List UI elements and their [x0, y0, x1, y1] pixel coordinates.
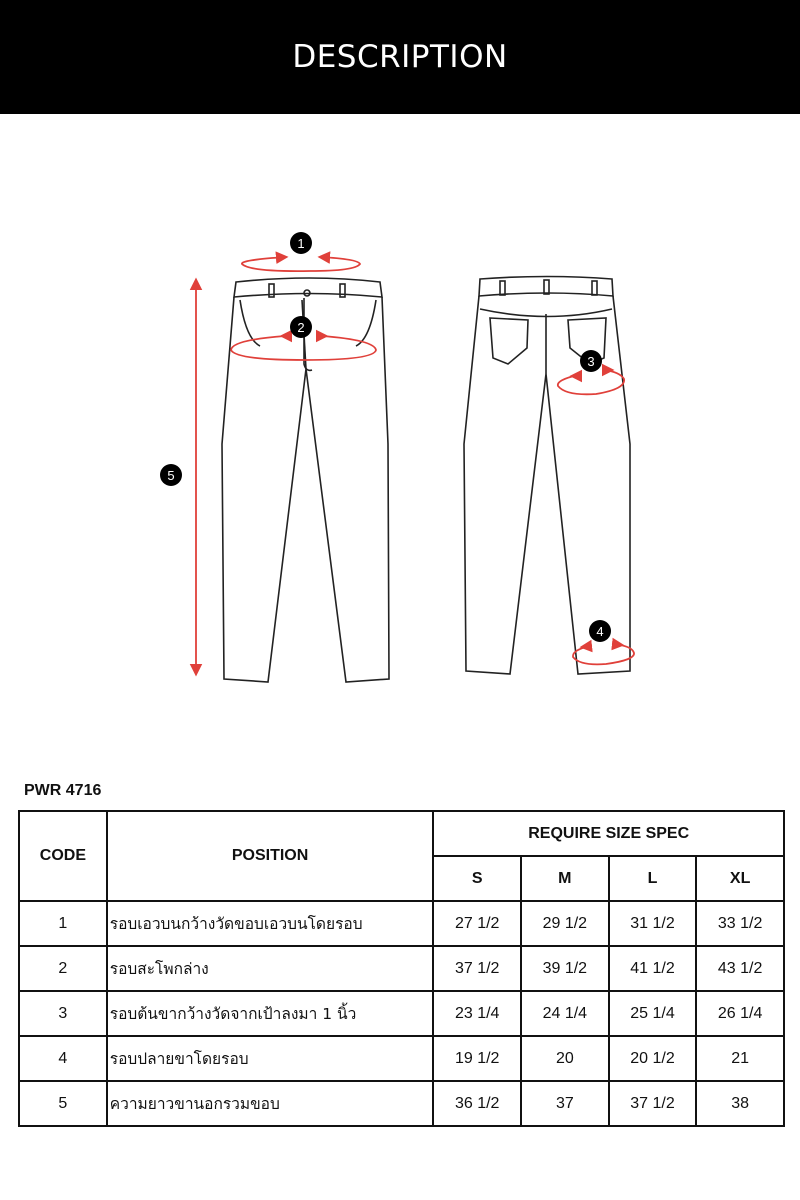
marker-1	[290, 232, 312, 254]
header-bar	[0, 0, 800, 114]
row-value-s: 19 1/2	[433, 1036, 521, 1081]
product-code: PWR 4716	[24, 782, 102, 799]
marker-5	[160, 464, 182, 486]
row-value-m: 24 1/4	[521, 991, 609, 1036]
size-header-m: M	[521, 856, 609, 901]
row-value-s: 27 1/2	[433, 901, 521, 946]
marker-5-label: 5	[167, 468, 175, 483]
marker-1-label: 1	[297, 236, 305, 251]
row-position: ความยาวขานอกรวมขอบ	[107, 1081, 434, 1126]
row-code: 1	[19, 901, 107, 946]
marker-2-label: 2	[297, 320, 305, 335]
table-row	[19, 901, 784, 946]
code-header: CODE	[19, 811, 107, 901]
row-value-m: 20	[521, 1036, 609, 1081]
row-code: 4	[19, 1036, 107, 1081]
table-row	[19, 1081, 784, 1126]
row-value-xl: 43 1/2	[696, 946, 784, 991]
pants-measurement-diagram	[0, 114, 800, 764]
row-value-s: 23 1/4	[433, 991, 521, 1036]
size-header-l: L	[609, 856, 697, 901]
table-row	[19, 946, 784, 991]
position-header: POSITION	[107, 811, 434, 901]
marker-4-label: 4	[596, 624, 604, 639]
row-code: 5	[19, 1081, 107, 1126]
row-value-xl: 38	[696, 1081, 784, 1126]
row-value-m: 37	[521, 1081, 609, 1126]
measure-1-waist	[242, 257, 360, 271]
row-code: 2	[19, 946, 107, 991]
row-value-m: 29 1/2	[521, 901, 609, 946]
row-value-l: 37 1/2	[609, 1081, 697, 1126]
marker-3	[580, 350, 602, 372]
measure-3-thigh	[558, 370, 624, 394]
pants-front-view	[222, 278, 389, 682]
table-row	[19, 991, 784, 1036]
row-position: รอบต้นขากว้างวัดจากเป้าลงมา 1 นิ้ว	[107, 991, 434, 1036]
row-position: รอบปลายขาโดยรอบ	[107, 1036, 434, 1081]
row-position: รอบเอวบนกว้างวัดขอบเอวบนโดยรอบ	[107, 901, 434, 946]
measure-4-hem	[573, 644, 634, 664]
row-value-xl: 26 1/4	[696, 991, 784, 1036]
row-value-l: 25 1/4	[609, 991, 697, 1036]
size-header-s: S	[433, 856, 521, 901]
row-value-s: 37 1/2	[433, 946, 521, 991]
row-value-xl: 33 1/2	[696, 901, 784, 946]
marker-3-label: 3	[587, 354, 595, 369]
table-row	[19, 1036, 784, 1081]
marker-2	[290, 316, 312, 338]
row-value-m: 39 1/2	[521, 946, 609, 991]
page-title: DESCRIPTION	[292, 39, 508, 75]
size-spec-table	[18, 810, 785, 1127]
size-header-xl: XL	[696, 856, 784, 901]
table-header-row	[19, 811, 784, 856]
row-value-l: 31 1/2	[609, 901, 697, 946]
row-value-l: 41 1/2	[609, 946, 697, 991]
row-value-l: 20 1/2	[609, 1036, 697, 1081]
pants-back-view	[464, 277, 630, 675]
row-position: รอบสะโพกล่าง	[107, 946, 434, 991]
row-code: 3	[19, 991, 107, 1036]
row-value-xl: 21	[696, 1036, 784, 1081]
spec-header: REQUIRE SIZE SPEC	[433, 811, 784, 856]
row-value-s: 36 1/2	[433, 1081, 521, 1126]
marker-4	[589, 620, 611, 642]
